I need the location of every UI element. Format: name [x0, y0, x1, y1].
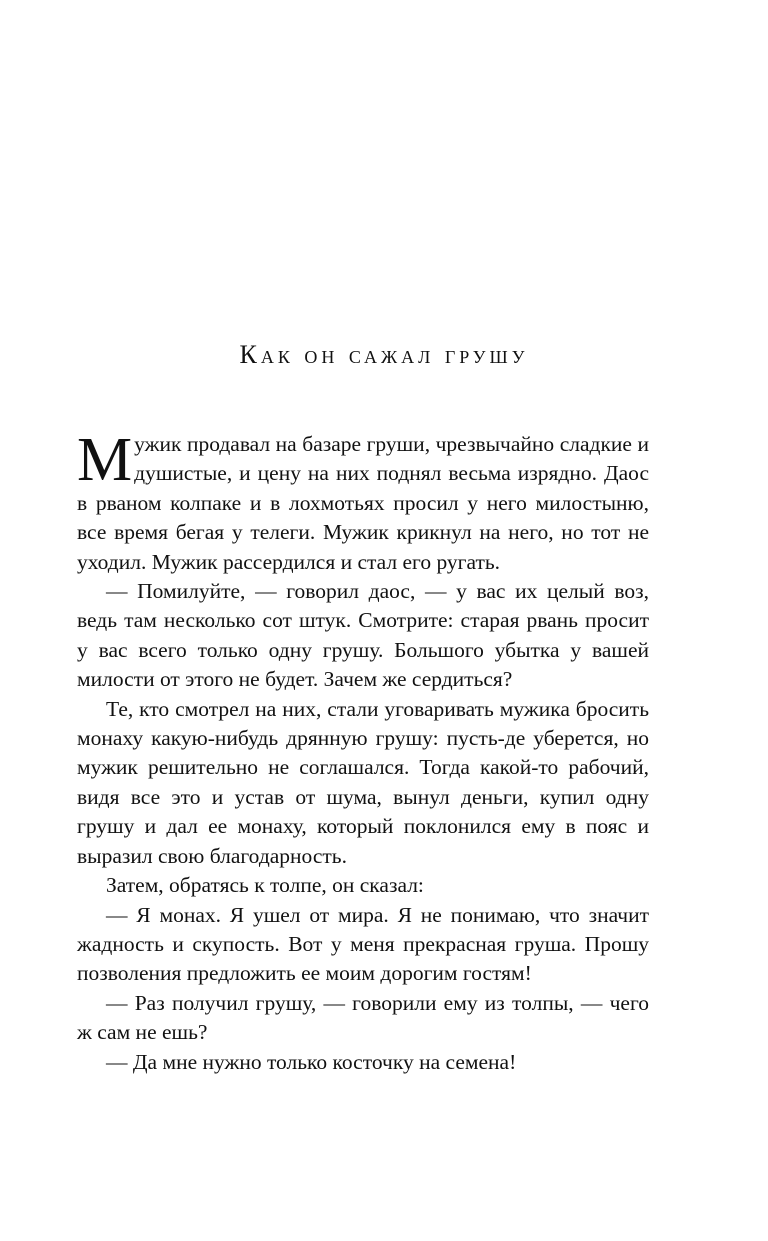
chapter-title: Как он сажал грушу	[239, 340, 529, 369]
paragraph-5: — Я монах. Я ушел от мира. Я не понимаю, что значит жадность и скупость. Вот у меня прекрасная груша. Прошу позволения предложить ее моим дорогим гостям!	[77, 902, 649, 986]
paragraph-1	[77, 426, 649, 577]
paragraph-7: — Да мне нужно только косточку на семена!	[106, 1049, 517, 1074]
drop-cap: М	[77, 426, 133, 494]
paragraph-2: — Помилуйте, — говорил даос, — у вас их целый воз, ведь там несколько сот штук. Смотрите: старая рвань просит у вас всего только одну грушу. Большого убытка у вашей милости от этого не будет. Зачем же сердиться?	[77, 579, 649, 692]
paragraph-6: — Раз получил грушу, — говорили ему из толпы, — чего ж сам не ешь?	[77, 990, 649, 1045]
paragraph-3: Те, кто смотрел на них, стали уговаривать мужика бросить монаху какую-нибудь дрянную грушу: пусть-де уберется, но мужик решительно не соглашался. Тогда какой-то рабочий, видя все это и устав от шума, вынул деньги, купил одну грушу и дал ее монаху, который поклонился ему в пояс и выразил свою благодарность.	[77, 696, 649, 868]
body-text	[77, 426, 649, 1077]
paragraph-4: Затем, обратясь к толпе, он сказал:	[106, 873, 424, 898]
paragraph-1-text: ужик продавал на базаре груши, чрезвычайно сладкие и душистые, и цену на них поднял весьма изрядно. Даос в рваном колпаке и в лохмотьях просил у него милостыню, все время бегая у телеги. Мужик крикнул на него, но тот не уходил. Мужик рассердился и стал его ругать.	[77, 432, 649, 574]
